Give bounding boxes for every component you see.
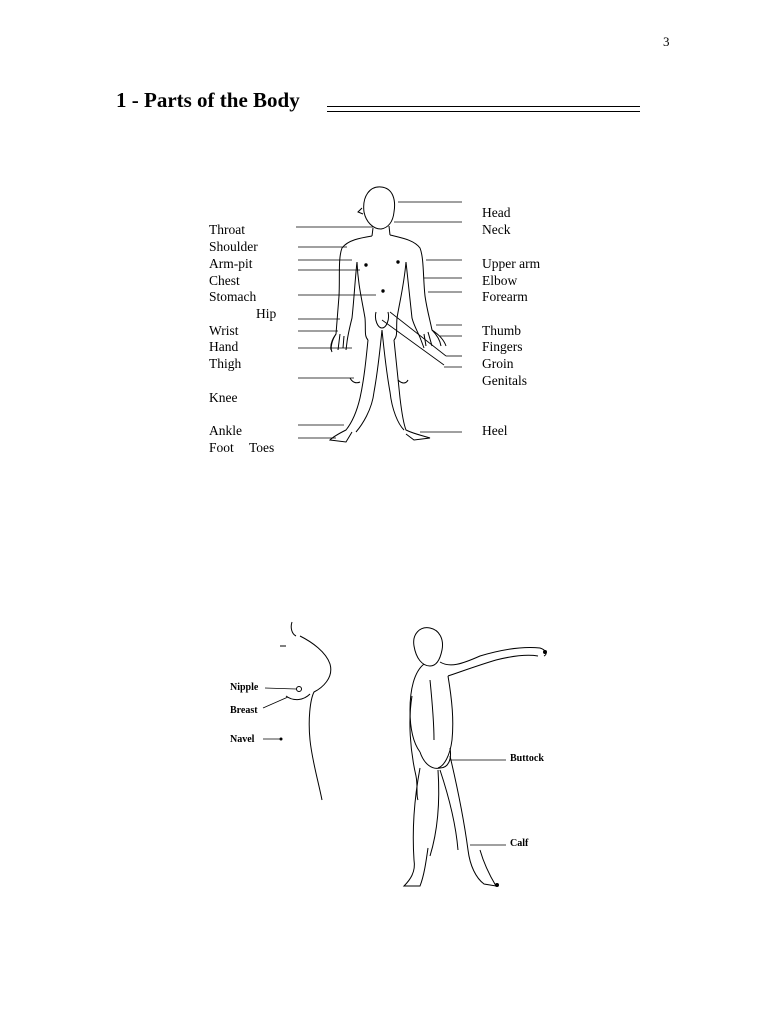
label-elbow: Elbow [482, 273, 518, 288]
label-chest: Chest [209, 273, 240, 288]
label-foot: Foot [209, 440, 234, 455]
label-neck: Neck [482, 222, 511, 237]
label-knee: Knee [209, 390, 238, 405]
label-genitals: Genitals [482, 373, 527, 388]
label-navel: Navel [230, 734, 255, 745]
label-breast: Breast [230, 705, 258, 716]
label-head: Head [482, 205, 511, 220]
label-throat: Throat [209, 222, 245, 237]
label-stomach: Stomach [209, 289, 257, 304]
label-wrist: Wrist [209, 323, 239, 338]
label-hip: Hip [256, 306, 277, 321]
label-ankle: Ankle [209, 423, 242, 438]
label-buttock: Buttock [510, 753, 544, 764]
label-arm-pit: Arm-pit [209, 256, 253, 271]
page-title: 1 - Parts of the Body [116, 88, 300, 112]
label-toes: Toes [249, 440, 275, 455]
label-groin: Groin [482, 356, 514, 371]
label-hand: Hand [209, 339, 239, 354]
label-shoulder: Shoulder [209, 239, 258, 254]
page-number: 3 [663, 34, 670, 49]
label-heel: Heel [482, 423, 508, 438]
label-thigh: Thigh [209, 356, 242, 371]
label-thumb: Thumb [482, 323, 521, 338]
label-forearm: Forearm [482, 289, 528, 304]
label-calf: Calf [510, 838, 529, 849]
label-fingers: Fingers [482, 339, 523, 354]
label-nipple: Nipple [230, 682, 259, 693]
label-upper-arm: Upper arm [482, 256, 541, 271]
